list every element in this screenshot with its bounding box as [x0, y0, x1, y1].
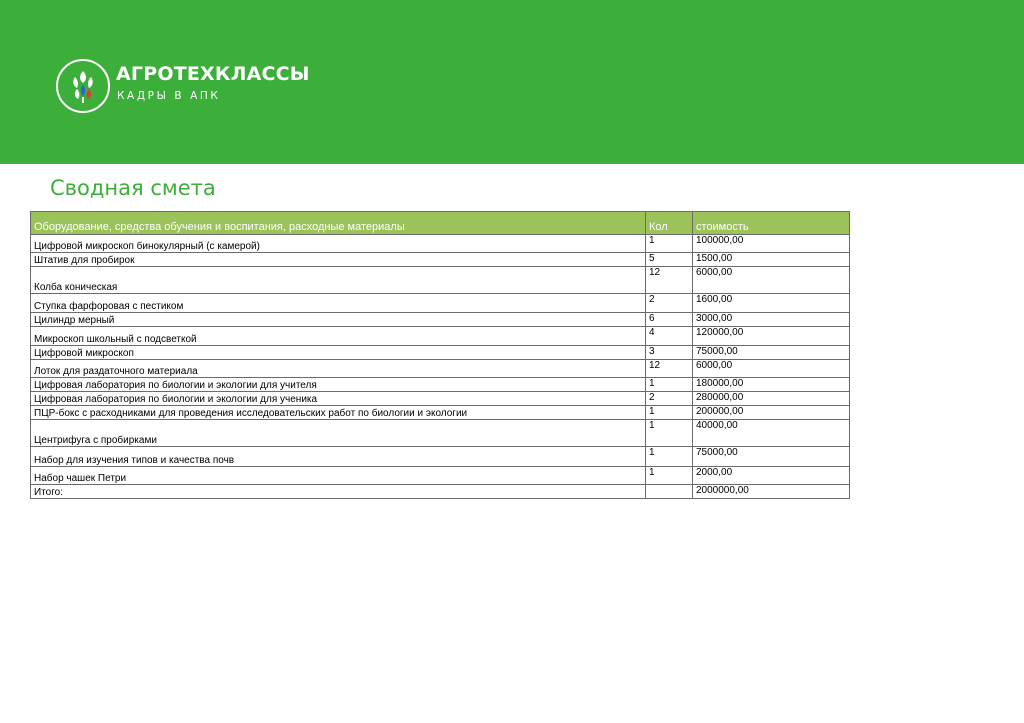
- item-name-cell: Набор для изучения типов и качества почв: [31, 447, 646, 467]
- item-cost-cell: 75000,00: [693, 447, 850, 467]
- total-cost-cell: 2000000,00: [693, 485, 850, 499]
- item-cost-cell: 120000,00: [693, 327, 850, 346]
- item-name-cell: Штатив для пробирок: [31, 253, 646, 267]
- item-qty-cell: 4: [646, 327, 693, 346]
- table-header-row: [31, 212, 850, 235]
- total-qty-cell: [646, 485, 693, 499]
- table-row: [31, 447, 850, 467]
- item-qty-cell: 1: [646, 235, 693, 253]
- item-cost-cell: 6000,00: [693, 360, 850, 378]
- table-row: [31, 420, 850, 447]
- item-cost-cell: 280000,00: [693, 392, 850, 406]
- estimate-table: [30, 211, 850, 499]
- item-name-cell: Колба коническая: [31, 267, 646, 294]
- item-qty-cell: 2: [646, 392, 693, 406]
- table-row: [31, 267, 850, 294]
- item-qty-cell: 6: [646, 313, 693, 327]
- item-name-cell: ПЦР-бокс с расходниками для проведения исследовательских работ по биологии и экологии: [31, 406, 646, 420]
- column-header-items: Оборудование, средства обучения и воспитания, расходные материалы: [31, 212, 646, 235]
- total-row: [31, 485, 850, 499]
- item-qty-cell: 1: [646, 447, 693, 467]
- table-row: [31, 235, 850, 253]
- item-name-cell: Цифровая лаборатория по биологии и экологии для учителя: [31, 378, 646, 392]
- table-row: [31, 313, 850, 327]
- item-cost-cell: 75000,00: [693, 346, 850, 360]
- table-row: [31, 327, 850, 346]
- item-qty-cell: 1: [646, 420, 693, 447]
- page-title: Сводная смета: [50, 176, 216, 200]
- item-qty-cell: 12: [646, 360, 693, 378]
- item-qty-cell: 2: [646, 294, 693, 313]
- item-cost-cell: 180000,00: [693, 378, 850, 392]
- item-name-cell: Лоток для раздаточного материала: [31, 360, 646, 378]
- total-label-cell: Итого:: [31, 485, 646, 499]
- item-cost-cell: 200000,00: [693, 406, 850, 420]
- item-name-cell: Ступка фарфоровая с пестиком: [31, 294, 646, 313]
- table-row: [31, 392, 850, 406]
- table-row: [31, 406, 850, 420]
- item-name-cell: Цифровая лаборатория по биологии и экологии для ученика: [31, 392, 646, 406]
- table-row: [31, 467, 850, 485]
- item-qty-cell: 1: [646, 406, 693, 420]
- item-qty-cell: 12: [646, 267, 693, 294]
- item-cost-cell: 3000,00: [693, 313, 850, 327]
- table-row: [31, 294, 850, 313]
- item-qty-cell: 5: [646, 253, 693, 267]
- table-row: [31, 360, 850, 378]
- item-name-cell: Набор чашек Петри: [31, 467, 646, 485]
- logo-subtitle: КАДРЫ В АПК: [117, 90, 221, 102]
- item-cost-cell: 2000,00: [693, 467, 850, 485]
- table-row: [31, 346, 850, 360]
- logo: [52, 55, 310, 121]
- item-qty-cell: 3: [646, 346, 693, 360]
- table-row: [31, 253, 850, 267]
- item-cost-cell: 1500,00: [693, 253, 850, 267]
- wheat-logo-icon: [56, 59, 110, 113]
- logo-title: АГРОТЕХКЛАССЫ: [116, 63, 310, 85]
- item-cost-cell: 1600,00: [693, 294, 850, 313]
- item-name-cell: Цилиндр мерный: [31, 313, 646, 327]
- item-name-cell: Цифровой микроскоп бинокулярный (с камерой): [31, 235, 646, 253]
- item-qty-cell: 1: [646, 378, 693, 392]
- item-name-cell: Цифровой микроскоп: [31, 346, 646, 360]
- item-cost-cell: 6000,00: [693, 267, 850, 294]
- table-row: [31, 378, 850, 392]
- header-banner: [0, 0, 1024, 164]
- column-header-cost: стоимость: [693, 212, 850, 235]
- item-name-cell: Центрифуга с пробирками: [31, 420, 646, 447]
- item-cost-cell: 40000,00: [693, 420, 850, 447]
- column-header-qty: Кол: [646, 212, 693, 235]
- item-name-cell: Микроскоп школьный с подсветкой: [31, 327, 646, 346]
- item-qty-cell: 1: [646, 467, 693, 485]
- item-cost-cell: 100000,00: [693, 235, 850, 253]
